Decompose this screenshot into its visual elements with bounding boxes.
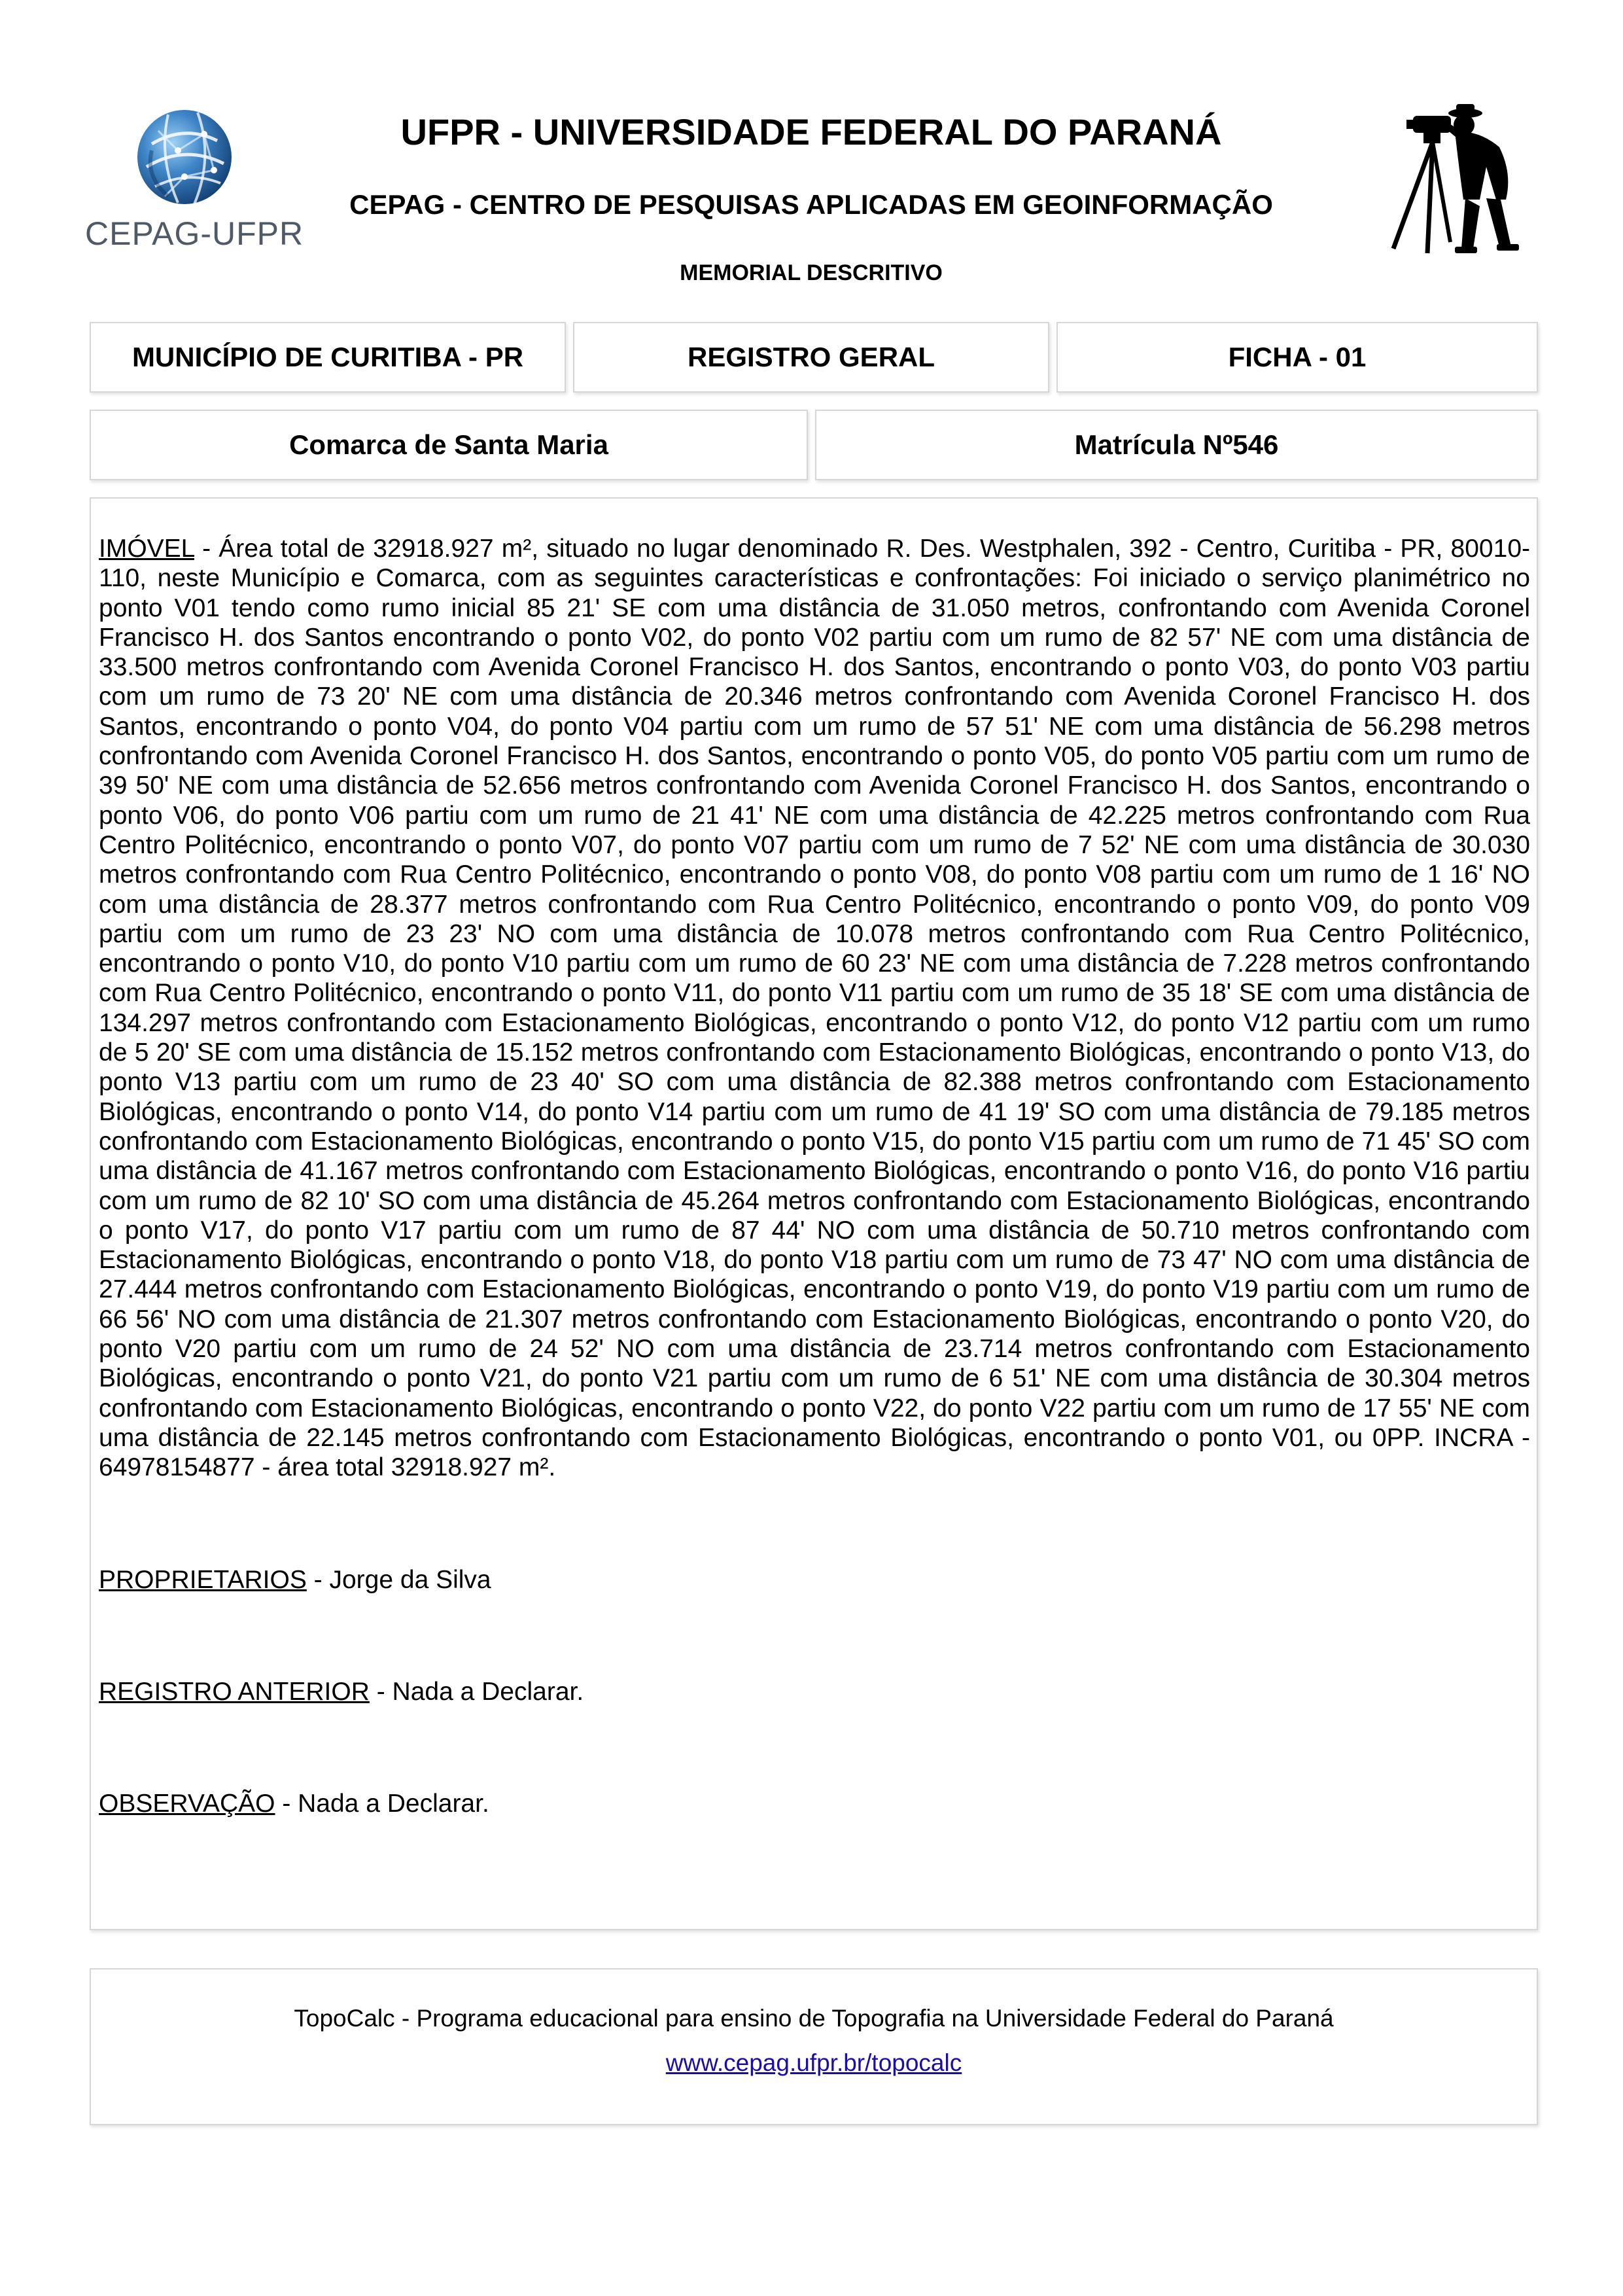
university-title: UFPR - UNIVERSIDADE FEDERAL DO PARANÁ xyxy=(400,111,1222,152)
matricula-box xyxy=(815,410,1538,480)
observacao-value: - Nada a Declarar. xyxy=(275,1789,489,1818)
logo-text: CEPAG-UFPR xyxy=(85,215,304,252)
comarca-box xyxy=(90,410,808,480)
memorial-content xyxy=(90,497,1538,1930)
imovel-paragraph xyxy=(99,534,1530,1483)
registro-anterior-section xyxy=(99,1677,1530,1706)
document-type: MEMORIAL DESCRITIVO xyxy=(680,260,943,285)
cepag-logo xyxy=(85,105,304,262)
footer xyxy=(90,1968,1538,2125)
proprietarios-value: - Jorge da Silva xyxy=(306,1565,491,1594)
footer-text: TopoCalc - Programa educacional para ensino de Topografia na Universidade Federal do Paraná xyxy=(294,2005,1334,2032)
proprietarios-label: PROPRIETARIOS xyxy=(99,1565,307,1594)
globe-icon xyxy=(132,105,237,209)
center-subtitle: CEPAG - CENTRO DE PESQUISAS APLICADAS EM GEOINFORMAÇÃO xyxy=(349,189,1273,220)
imovel-text: - Área total de 32918.927 m², situado no lugar denominado R. Des. Westphalen, 392 - Centro, Curitiba - PR, 80010-110, neste Município e Comarca, com as seguintes características e confrontações: Foi iniciado o serviço planimétrico no ponto V01 tendo como rumo inicial 85 21' SE com uma distância de 31.050 metros, confrontando com Avenida Coronel Francisco H. dos Santos encontrando o ponto V02, do ponto V02 partiu com um rumo de 82 57' NE com uma distância de 33.500 metros confrontando com Avenida Coronel Francisco H. dos Santos, encontrando o ponto V03, do ponto V03 partiu com um rumo de 73 20' NE com uma distância de 20.346 metros confrontando com Avenida Coronel Francisco H. dos Santos, encontrando o ponto V04, do ponto V04 partiu com um rumo de 57 51' NE com uma distância de 56.298 metros confrontando com Avenida Coronel Francisco H. dos Santos, encontrando o ponto V05, do ponto V05 partiu com um rumo de 39 50' NE com uma distância de 52.656 metros confrontando com Avenida Coronel Francisco H. dos Santos, encontrando o ponto V06, do ponto V06 partiu com um rumo de 21 41' NE com uma distância de 42.225 metros confrontando com Rua Centro Politécnico, encontrando o ponto V07, do ponto V07 partiu com um rumo de 7 52' NE com uma distância de 30.030 metros confrontando com Rua Centro Politécnico, encontrando o ponto V08, do ponto V08 partiu com um rumo de 1 16' NO com uma distância de 28.377 metros confrontando com Rua Centro Politécnico, encontrando o ponto V09, do ponto V09 partiu com um rumo de 23 23' NO com uma distância de 10.078 metros confrontando com Rua Centro Politécnico, encontrando o ponto V10, do ponto V10 partiu com um rumo de 60 23' NE com uma distância de 7.228 metros confrontando com Rua Centro Politécnico, encontrando o ponto V11, do ponto V11 partiu com um rumo de 35 18' SE com uma distância de 134.297 metros confrontando com Estacionamento Biológicas, encontrando o ponto V12, do ponto V12 partiu com um rumo de 5 20' SE com uma distância de 15.152 metros confrontando com Estacionamento Biológicas, encontrando o ponto V13, do ponto V13 partiu com um rumo de 23 40' SO com uma distância de 82.388 metros confrontando com Estacionamento Biológicas, encontrando o ponto V14, do ponto V14 partiu com um rumo de 41 19' SO com uma distância de 79.185 metros confrontando com Estacionamento Biológicas, encontrando o ponto V15, do ponto V15 partiu com um rumo de 71 45' SO com uma distância de 41.167 metros confrontando com Estacionamento Biológicas, encontrando o ponto V16, do ponto V16 partiu com um rumo de 82 10' SO com uma distância de 45.264 metros confrontando com Estacionamento Biológicas, encontrando o ponto V17, do ponto V17 partiu com um rumo de 87 44' NO com uma distância de 50.710 metros confrontando com Estacionamento Biológicas, encontrando o ponto V18, do ponto V18 partiu com um rumo de 73 47' NO com uma distância de 27.444 metros confrontando com Estacionamento Biológicas, encontrando o ponto V19, do ponto V19 partiu com um rumo de 66 56' NO com uma distância de 21.307 metros confrontando com Estacionamento Biológicas, encontrando o ponto V20, do ponto V20 partiu com um rumo de 24 52' NO com uma distância de 23.714 metros confrontando com Estacionamento Biológicas, encontrando o ponto V21, do ponto V21 partiu com um rumo de 6 51' NE com uma distância de 30.304 metros confrontando com Estacionamento Biológicas, encontrando o ponto V22, do ponto V22 partiu com um rumo de 17 55' NE com uma distância de 22.145 metros confrontando com Estacionamento Biológicas, encontrando o ponto V01, ou 0PP. INCRA - 64978154877 - área total 32918.927 m². xyxy=(99,535,1530,1482)
observacao-section xyxy=(99,1789,1530,1818)
registro-box xyxy=(573,322,1049,393)
surveyor-icon xyxy=(1382,101,1532,258)
municipio-label: MUNICÍPIO DE CURITIBA - PR xyxy=(131,342,524,372)
observacao-label: OBSERVAÇÃO xyxy=(99,1789,275,1818)
ficha-box xyxy=(1056,322,1538,393)
imovel-label: IMÓVEL xyxy=(99,535,194,563)
matricula-label: Matrícula Nº546 xyxy=(1074,429,1279,460)
topocalc-link[interactable]: www.cepag.ufpr.br/topocalc xyxy=(665,2049,962,2076)
registro-label: REGISTRO GERAL xyxy=(687,342,935,372)
registro-anterior-label: REGISTRO ANTERIOR xyxy=(99,1677,370,1706)
registro-anterior-value: - Nada a Declarar. xyxy=(369,1677,584,1706)
municipio-box xyxy=(90,322,566,393)
proprietarios-section xyxy=(99,1565,1530,1595)
ficha-label: FICHA - 01 xyxy=(1228,342,1367,372)
comarca-label: Comarca de Santa Maria xyxy=(289,429,608,460)
